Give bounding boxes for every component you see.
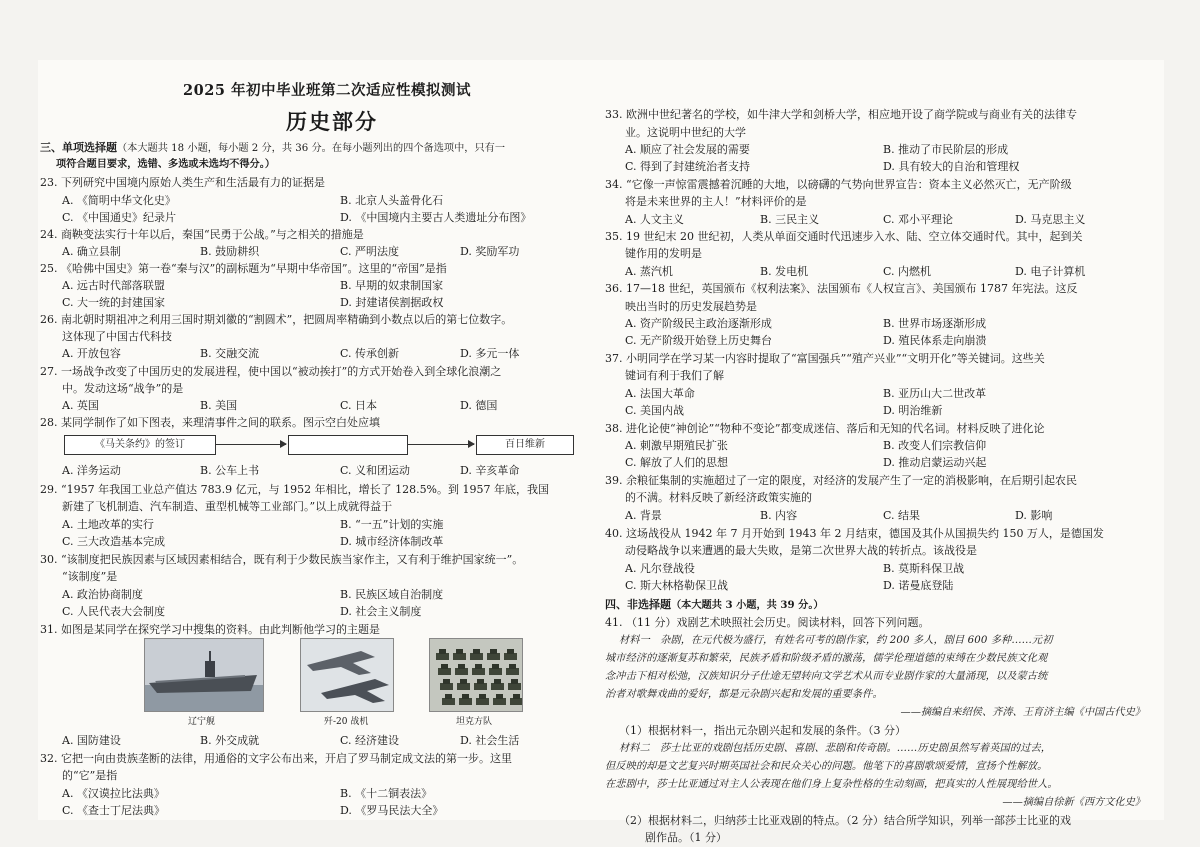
q29-option-c: C. 三大改造基本完成: [62, 535, 166, 548]
q26-option-a: A. 开放包容: [62, 347, 121, 360]
q37-option-a: A. 法国大革命: [625, 387, 695, 400]
q40-option-a: A. 凡尔登战役: [625, 562, 695, 575]
question-29-stem: 29. “1957 年我国工业总产值达 783.9 亿元，与 1952 年相比，增长了 128.5%。到 1957 年底，我国: [40, 483, 550, 496]
section-3-note: （本大题共 18 小题，每小题 2 分，共 36 分。在每小题列出的四个备选项中，只有一: [117, 143, 506, 154]
q36-option-b: B. 世界市场逐渐形成: [883, 317, 987, 330]
question-40-stem: 40. 这场战役从 1942 年 7 月开始到 1943 年 2 月结束，德国及其仆从国损失约 150 万人，是德国发: [605, 527, 1104, 540]
question-28-stem: 28. 某同学制作了如下图表，来理清事件之间的联系。图示空白处应填: [40, 416, 380, 429]
q38-option-b: B. 改变人们宗教信仰: [883, 439, 987, 452]
q32-option-c: C. 《查士丁尼法典》: [62, 804, 166, 817]
question-27-stem-cont: 中。发动这场“战争”的是: [62, 382, 184, 395]
question-26-stem-cont: 这体现了中国古代科技: [62, 330, 172, 343]
q34-option-b: B. 三民主义: [760, 213, 820, 226]
q25-option-c: C. 大一统的封建国家: [62, 296, 166, 309]
q30-option-b: B. 民族区域自治制度: [340, 588, 444, 601]
q41-material-2-line-1: 材料二 莎士比亚的戏剧包括历史剧、喜剧、悲剧和传奇剧。……历史剧虽然写着英国的过去，: [619, 743, 1052, 754]
caption-j20: 歼-20 战机: [324, 717, 369, 727]
q28-arrow-1: [216, 444, 286, 445]
question-27-stem: 27. 一场战争改变了中国历史的发展进程，使中国以“被动挨打”的方式开始卷入到全球化浪潮之: [40, 365, 502, 378]
q41-material-1-source: ——摘编自来绍侯、齐涛、王育济主编《中国古代史》: [900, 707, 1145, 718]
q41-subquestion-2: （2）根据材料二，归纳莎士比亚戏剧的特点。（2 分）结合所学知识，列举一部莎士比亚的戏: [619, 814, 1071, 827]
q41-material-1-line-2: 城市经济的逐渐复苏和繁荣，民族矛盾和阶级矛盾的激荡，儒学伦理道德的束缚在少数民族文化观: [605, 653, 1048, 664]
question-39-stem-cont: 的不满。材料反映了新经济政策实施的: [625, 491, 812, 504]
q23-option-d: D. 《中国境内主要古人类遗址分布图》: [340, 211, 532, 224]
caption-tank: 坦克方队: [456, 717, 493, 727]
q34-option-a: A. 人文主义: [625, 213, 684, 226]
q39-option-d: D. 影响: [1015, 509, 1053, 522]
question-30-stem-cont: “该制度”是: [62, 570, 118, 583]
subject-title: 历史部分: [286, 109, 378, 134]
q23-option-a: A. 《简明中华文化史》: [62, 194, 176, 207]
q32-option-a: A. 《汉谟拉比法典》: [62, 787, 165, 800]
q41-material-1-line-4: 治者对歌舞戏曲的爱好，都是元杂剧兴起和发展的重要条件。: [605, 689, 883, 700]
question-34-stem: 34. “它像一声惊雷震撼着沉睡的大地，以磅礴的气势向世界宣告：资本主义必然灭亡，无产阶级: [605, 178, 1072, 191]
section-3-heading: [40, 139, 505, 157]
q28-option-d: D. 辛亥革命: [460, 464, 520, 477]
q33-option-c: C. 得到了封建统治者支持: [625, 160, 751, 173]
q32-option-d: D. 《罗马民法大全》: [340, 804, 444, 817]
q25-option-b: B. 早期的奴隶制国家: [340, 279, 444, 292]
q32-option-b: B. 《十二铜表法》: [340, 787, 433, 800]
q24-option-d: D. 奖励军功: [460, 245, 520, 258]
q38-option-a: A. 刺激早期殖民扩张: [625, 439, 728, 452]
q31-option-b: B. 外交成就: [200, 734, 260, 747]
question-25-stem: 25. 《哈佛中国史》第一卷“秦与汉”的副标题为“早期中华帝国”。这里的“帝国”是指: [40, 262, 447, 275]
q24-option-a: A. 确立县制: [62, 245, 121, 258]
question-32-stem-cont: 的“它”是指: [62, 769, 118, 782]
section-3-note-cont: 项符合题目要求，选错、多选或未选均不得分。）: [56, 158, 276, 170]
aircraft-carrier-photo: [144, 638, 264, 712]
tank-formation-photo: [429, 638, 523, 712]
fighter-jet-photo: [300, 638, 394, 712]
q28-box-reform: 百日维新: [476, 435, 574, 455]
q28-arrow-2: [408, 444, 474, 445]
q27-option-d: D. 德国: [460, 399, 498, 412]
q26-option-c: C. 传承创新: [340, 347, 400, 360]
q41-material-2-line-3: 在悲剧中，莎士比亚通过对主人公表现在他们身上复杂性格的生动刻画，把真实的人性展现给世人。: [605, 779, 1058, 790]
question-38-stem: 38. 进化论使“神创论”“物种不变论”都变成迷信、落后和无知的代名词。材料反映了进化论: [605, 422, 1045, 435]
question-36-stem: 36. 17—18 世纪，英国颁布《权利法案》、法国颁布《人权宣言》、美国颁布 1787 年宪法。这反: [605, 282, 1078, 295]
q41-subquestion-2-cont: 剧作品。（1 分）: [645, 831, 727, 844]
q39-option-b: B. 内容: [760, 509, 798, 522]
question-40-stem-cont: 动侵略战争以来遭遇的最大失败，是第二次世界大战的转折点。该战役是: [625, 544, 977, 557]
q33-option-d: D. 具有较大的自治和管理权: [883, 160, 1020, 173]
q33-option-a: A. 顺应了社会发展的需要: [625, 143, 750, 156]
q28-option-c: C. 义和团运动: [340, 464, 411, 477]
q36-option-d: D. 殖民体系走向崩溃: [883, 334, 987, 347]
q23-option-b: B. 北京人头盖骨化石: [340, 194, 444, 207]
question-31-stem: 31. 如图是某同学在探究学习中搜集的资料。由此判断他学习的主题是: [40, 623, 380, 636]
caption-liaoning: 辽宁舰: [188, 717, 216, 727]
q30-option-c: C. 人民代表大会制度: [62, 605, 166, 618]
question-30-stem: 30. “该制度把民族因素与区域因素相结合，既有利于少数民族当家作主，又有利于维护国家统一”。: [40, 553, 524, 566]
q41-subquestion-1: （1）根据材料一，指出元杂剧兴起和发展的条件。（3 分）: [619, 724, 906, 737]
question-36-stem-cont: 映出当时的历史发展趋势是: [625, 300, 757, 313]
q40-option-b: B. 莫斯科保卫战: [883, 562, 965, 575]
q40-option-c: C. 斯大林格勒保卫战: [625, 579, 729, 592]
q26-option-d: D. 多元一体: [460, 347, 520, 360]
q38-option-c: C. 解放了人们的思想: [625, 456, 729, 469]
q33-option-b: B. 推动了市民阶层的形成: [883, 143, 1009, 156]
q24-option-c: C. 严明法度: [340, 245, 400, 258]
question-34-stem-cont: 将是未来世界的主人！”材料评价的是: [625, 195, 807, 208]
q41-material-2-source: ——摘编自徐新《西方文化史》: [1002, 797, 1145, 808]
question-32-stem: 32. 它把一向由贵族垄断的法律，用通俗的文字公布出来，开启了罗马制定成文法的第一步。这里: [40, 752, 512, 765]
question-33-stem: 33. 欧洲中世纪著名的学校，如牛津大学和剑桥大学，相应地开设了商学院或与商业有关的法律专: [605, 108, 1077, 121]
q36-option-c: C. 无产阶级开始登上历史舞台: [625, 334, 773, 347]
q31-option-a: A. 国防建设: [62, 734, 121, 747]
q36-option-a: A. 资产阶级民主政治逐渐形成: [625, 317, 772, 330]
q28-box-blank: [288, 435, 408, 455]
q40-option-d: D. 诺曼底登陆: [883, 579, 954, 592]
question-37-stem-cont: 键词有利于我们了解: [625, 369, 724, 382]
question-23-stem: 23. 下列研究中国境内原始人类生产和生活最有力的证据是: [40, 176, 325, 189]
q28-option-a: A. 洋务运动: [62, 464, 121, 477]
q29-option-b: B. “一五”计划的实施: [340, 518, 444, 531]
q27-option-b: B. 美国: [200, 399, 238, 412]
q25-option-d: D. 封建诸侯割据政权: [340, 296, 444, 309]
q37-option-d: D. 明治维新: [883, 404, 943, 417]
question-24-stem: 24. 商鞅变法实行十年以后，秦国“民勇于公战。”与之相关的措施是: [40, 228, 364, 241]
exam-title: 2025 年初中毕业班第二次适应性模拟测试: [183, 82, 471, 99]
section-3-label: 三、单项选择题: [40, 141, 117, 154]
q38-option-d: D. 推动启蒙运动兴起: [883, 456, 987, 469]
q31-option-c: C. 经济建设: [340, 734, 400, 747]
question-41-stem: 41. （11 分）戏剧艺术映照社会历史。阅读材料，回答下列问题。: [605, 616, 930, 629]
q28-box-treaty: 《马关条约》的签订: [64, 435, 216, 455]
q24-option-b: B. 鼓励耕织: [200, 245, 260, 258]
q41-material-1-line-3: 念冲击下相对松弛，汉族知识分子仕途无望转向文学艺术从而专业剧作家的大量涌现，以及蒙古统: [605, 671, 1048, 682]
question-35-stem: 35. 19 世纪末 20 世纪初，人类从单面交通时代迅速步入水、陆、空立体交通时代。其中，起到关: [605, 230, 1083, 243]
q30-option-a: A. 政治协商制度: [62, 588, 143, 601]
q37-option-c: C. 美国内战: [625, 404, 685, 417]
question-37-stem: 37. 小明同学在学习某一内容时提取了“富国强兵”“殖产兴业”“文明开化”等关键词。这些关: [605, 352, 1045, 365]
section-4-label: 四、非选择题: [605, 598, 671, 611]
q39-option-a: A. 背景: [625, 509, 662, 522]
q35-option-c: C. 内燃机: [883, 265, 932, 278]
q37-option-b: B. 亚历山大二世改革: [883, 387, 987, 400]
q27-option-a: A. 英国: [62, 399, 99, 412]
question-29-stem-cont: 新建了飞机制造、汽车制造、重型机械等工业部门。”以上成就得益于: [62, 500, 393, 513]
q28-option-b: B. 公车上书: [200, 464, 260, 477]
q30-option-d: D. 社会主义制度: [340, 605, 422, 618]
q26-option-b: B. 交融交流: [200, 347, 260, 360]
q25-option-a: A. 远古时代部落联盟: [62, 279, 165, 292]
question-26-stem: 26. 南北朝时期祖冲之利用三国时期刘徽的“割圆术”，把圆周率精确到小数点以后的第七位数字。: [40, 313, 513, 326]
q23-option-c: C. 《中国通史》纪录片: [62, 211, 177, 224]
q41-material-2-line-2: 但反映的却是文艺复兴时期英国社会和民众关心的问题。他笔下的喜剧歌颂爱情，宣扬个性解放。: [605, 761, 1048, 772]
q41-material-1-line-1: 材料一 杂剧，在元代极为盛行，有姓名可考的剧作家，约 200 多人，剧目 600 多种……元初: [619, 635, 1053, 646]
q31-option-d: D. 社会生活: [460, 734, 520, 747]
q29-option-d: D. 城市经济体制改革: [340, 535, 444, 548]
question-35-stem-cont: 键作用的发明是: [625, 247, 702, 260]
q35-option-d: D. 电子计算机: [1015, 265, 1086, 278]
question-39-stem: 39. 余粮征集制的实施超过了一定的限度，对经济的发展产生了一定的消极影响，在后期引起农民: [605, 474, 1077, 487]
q29-option-a: A. 土地改革的实行: [62, 518, 154, 531]
q27-option-c: C. 日本: [340, 399, 378, 412]
q34-option-d: D. 马克思主义: [1015, 213, 1086, 226]
q39-option-c: C. 结果: [883, 509, 921, 522]
section-4-heading: [605, 596, 824, 614]
q35-option-b: B. 发电机: [760, 265, 809, 278]
q35-option-a: A. 蒸汽机: [625, 265, 673, 278]
question-33-stem-cont: 业。这说明中世纪的大学: [625, 126, 746, 139]
section-4-note: （本大题共 3 小题，共 39 分。）: [671, 599, 824, 611]
q34-option-c: C. 邓小平理论: [883, 213, 954, 226]
